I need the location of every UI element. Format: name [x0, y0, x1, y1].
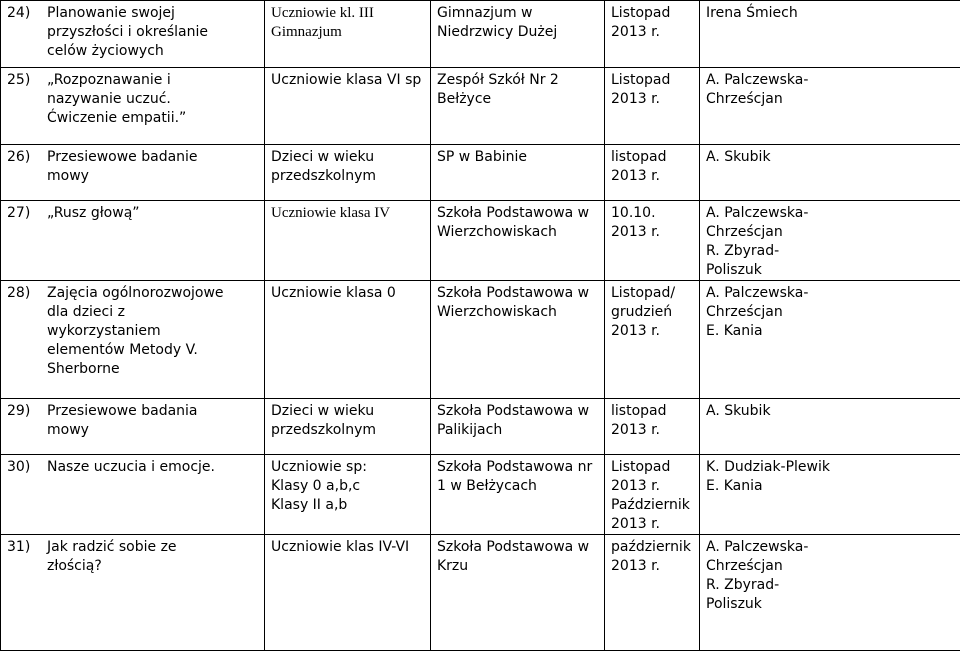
activity-title-line: przyszłości i określanie [47, 23, 208, 42]
location-line: Niedrzwicy Dużej [437, 23, 598, 42]
activity-title [47, 148, 198, 186]
date-line: listopad [611, 148, 693, 167]
participants-line: Klasy II a,b [271, 496, 424, 515]
date-cell [605, 535, 700, 651]
participants-line: Uczniowie klasa 0 [271, 284, 424, 303]
participants-cell [265, 201, 431, 281]
date-line: Listopad/ [611, 284, 693, 303]
date-line: 2013 r. [611, 557, 693, 576]
person-line: K. Dudziak-Plewik [706, 458, 954, 477]
activity-cell [1, 455, 265, 535]
date-cell [605, 1, 700, 68]
date-cell [605, 281, 700, 399]
row-number: 26) [7, 148, 47, 167]
participants-cell [265, 281, 431, 399]
participants-line: Uczniowie sp: [271, 458, 424, 477]
activity-title-line: Jak radzić sobie ze [47, 538, 177, 557]
person-line: Chrześcjan [706, 557, 954, 576]
participants-cell [265, 399, 431, 455]
participants-cell [265, 455, 431, 535]
row-number: 31) [7, 538, 47, 557]
row-number: 28) [7, 284, 47, 303]
location-line: Szkoła Podstawowa w [437, 538, 598, 557]
date-line: listopad [611, 402, 693, 421]
table-body [1, 1, 960, 651]
participants-line: przedszkolnym [271, 421, 424, 440]
person-line: A. Skubik [706, 148, 954, 167]
activity-title-line: Planowanie swojej [47, 4, 208, 23]
person-line: Chrześcjan [706, 303, 954, 322]
location-line: Wierzchowiskach [437, 223, 598, 242]
location-cell [431, 399, 605, 455]
activity-title [47, 71, 186, 128]
table-row [1, 145, 960, 201]
location-cell [431, 68, 605, 145]
table-row [1, 399, 960, 455]
table-row [1, 455, 960, 535]
person-cell [700, 281, 960, 399]
person-line: Chrześcjan [706, 90, 954, 109]
location-cell [431, 201, 605, 281]
location-line: Szkoła Podstawowa w [437, 402, 598, 421]
activity-title-line: celów życiowych [47, 42, 208, 61]
activity-title-line: Ćwiczenie empatii.” [47, 109, 186, 128]
participants-line: Dzieci w wieku [271, 402, 424, 421]
activity-title-line: Sherborne [47, 360, 224, 379]
location-cell [431, 281, 605, 399]
activity-title [47, 284, 224, 379]
activity-cell [1, 281, 265, 399]
date-cell [605, 68, 700, 145]
participants-line: Uczniowie klasa IV [271, 204, 424, 223]
activity-title-line: mowy [47, 167, 198, 186]
participants-cell [265, 145, 431, 201]
table-row [1, 1, 960, 68]
person-line: Poliszuk [706, 595, 954, 614]
activity-title-line: wykorzystaniem [47, 322, 224, 341]
date-line: październik [611, 538, 693, 557]
date-line: 2013 r. [611, 23, 693, 42]
date-line: 2013 r. [611, 90, 693, 109]
date-line: Listopad [611, 458, 693, 477]
activity-title [47, 4, 208, 61]
activity-title-line: złością? [47, 557, 177, 576]
person-line: Irena Śmiech [706, 4, 954, 23]
participants-cell [265, 68, 431, 145]
location-cell [431, 455, 605, 535]
activity-cell [1, 145, 265, 201]
person-cell [700, 1, 960, 68]
activity-cell [1, 68, 265, 145]
location-line: Palikijach [437, 421, 598, 440]
date-line: 2013 r. [611, 223, 693, 242]
location-cell [431, 535, 605, 651]
row-number: 24) [7, 4, 47, 23]
person-cell [700, 455, 960, 535]
person-line: A. Palczewska- [706, 71, 954, 90]
location-line: Wierzchowiskach [437, 303, 598, 322]
date-line: 2013 r. [611, 515, 693, 534]
location-line: Szkoła Podstawowa w [437, 204, 598, 223]
date-line: 2013 r. [611, 421, 693, 440]
person-cell [700, 535, 960, 651]
date-line: 2013 r. [611, 322, 693, 341]
person-line: E. Kania [706, 322, 954, 341]
person-line: A. Palczewska- [706, 204, 954, 223]
activity-cell [1, 399, 265, 455]
activity-cell [1, 1, 265, 68]
table-row [1, 281, 960, 399]
row-number: 30) [7, 458, 47, 477]
person-line: E. Kania [706, 477, 954, 496]
participants-line: Uczniowie klas IV-VI [271, 538, 424, 557]
person-cell [700, 201, 960, 281]
participants-line: Gimnazjum [271, 23, 424, 42]
location-line: Szkoła Podstawowa w [437, 284, 598, 303]
activity-title [47, 458, 215, 477]
activity-title-line: elementów Metody V. [47, 341, 224, 360]
date-cell [605, 455, 700, 535]
location-cell [431, 145, 605, 201]
person-cell [700, 68, 960, 145]
activity-title-line: dla dzieci z [47, 303, 224, 322]
date-line: 10.10. [611, 204, 693, 223]
person-line: R. Zbyrad- [706, 242, 954, 261]
location-line: Krzu [437, 557, 598, 576]
date-cell [605, 399, 700, 455]
activity-cell [1, 535, 265, 651]
table-row [1, 535, 960, 651]
row-number: 27) [7, 204, 47, 223]
activity-title-line: „Rozpoznawanie i [47, 71, 186, 90]
location-cell [431, 1, 605, 68]
date-line: 2013 r. [611, 167, 693, 186]
person-line: Poliszuk [706, 261, 954, 280]
location-line: SP w Babinie [437, 148, 598, 167]
activity-title-line: Przesiewowe badania [47, 402, 198, 421]
location-line: Szkoła Podstawowa nr [437, 458, 598, 477]
participants-line: przedszkolnym [271, 167, 424, 186]
activity-title-line: Nasze uczucia i emocje. [47, 458, 215, 477]
activity-title-line: Przesiewowe badanie [47, 148, 198, 167]
person-line: R. Zbyrad- [706, 576, 954, 595]
row-number: 29) [7, 402, 47, 421]
person-line: A. Palczewska- [706, 284, 954, 303]
participants-cell [265, 535, 431, 651]
date-line: grudzień [611, 303, 693, 322]
person-line: Chrześcjan [706, 223, 954, 242]
activity-title-line: „Rusz głową” [47, 204, 140, 223]
table-row [1, 68, 960, 145]
activity-title-line: Zajęcia ogólnorozwojowe [47, 284, 224, 303]
row-number: 25) [7, 71, 47, 90]
person-cell [700, 145, 960, 201]
activity-title [47, 402, 198, 440]
activity-cell [1, 201, 265, 281]
date-line: Listopad [611, 4, 693, 23]
person-line: A. Skubik [706, 402, 954, 421]
person-line: A. Palczewska- [706, 538, 954, 557]
location-line: Bełżyce [437, 90, 598, 109]
participants-line: Uczniowie kl. III [271, 4, 424, 23]
activity-title [47, 204, 140, 223]
location-line: Gimnazjum w [437, 4, 598, 23]
date-line: 2013 r. [611, 477, 693, 496]
date-line: Listopad [611, 71, 693, 90]
participants-cell [265, 1, 431, 68]
location-line: Zespół Szkół Nr 2 [437, 71, 598, 90]
participants-line: Dzieci w wieku [271, 148, 424, 167]
activity-title-line: mowy [47, 421, 198, 440]
date-cell [605, 201, 700, 281]
location-line: 1 w Bełżycach [437, 477, 598, 496]
table-row [1, 201, 960, 281]
activity-title-line: nazywanie uczuć. [47, 90, 186, 109]
date-line: Październik [611, 496, 693, 515]
activity-title [47, 538, 177, 576]
person-cell [700, 399, 960, 455]
participants-line: Klasy 0 a,b,c [271, 477, 424, 496]
participants-line: Uczniowie klasa VI sp [271, 71, 424, 90]
date-cell [605, 145, 700, 201]
